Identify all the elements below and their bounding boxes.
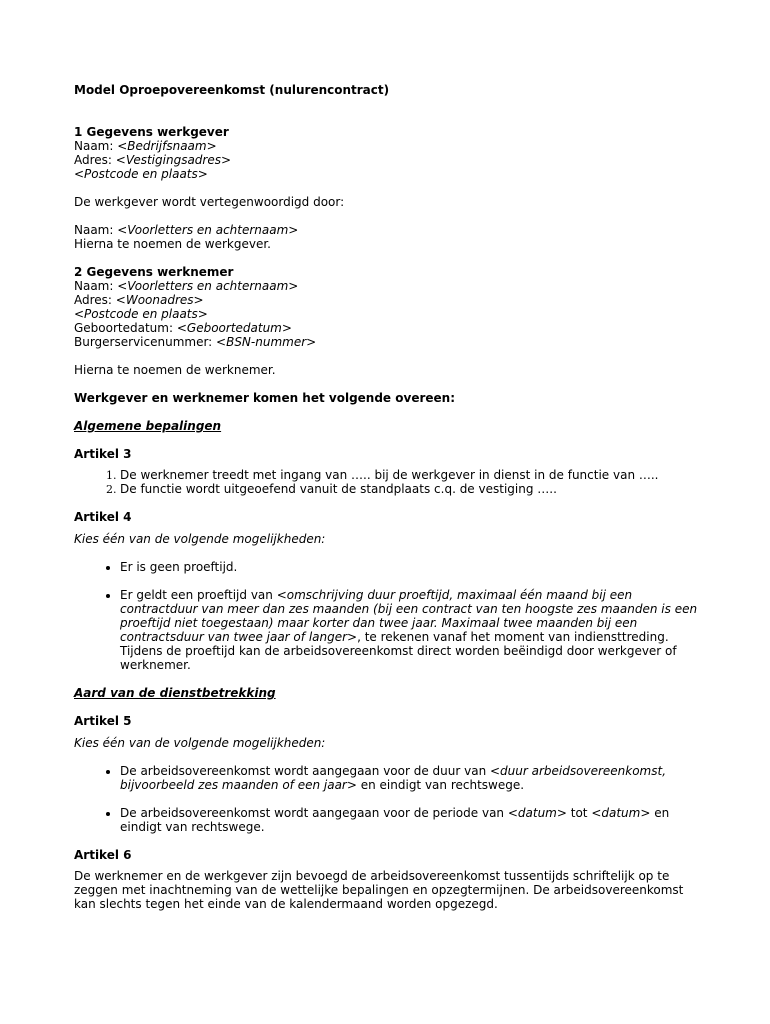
list-item: 2. De functie wordt uitgeoefend vanuit de standplaats c.q. de vestiging ….. [120, 482, 699, 496]
label: Naam: [74, 223, 118, 237]
employer-address-line [74, 153, 699, 167]
placeholder: <omschrijving duur proeftijd, maximaal één maand bij een contractduur van meer dan zes maanden (bij een contract van ten hoogste zes maanden is een proeftijd niet toegestaan) maar korter dan twee jaar. Maximaal twee maanden bij een contractsduur van twee jaar of langer> [120, 588, 698, 644]
representative-name-line [74, 223, 699, 237]
placeholder: <Geboortedatum> [176, 321, 292, 335]
employee-birthdate-line [74, 321, 699, 335]
section-1-heading: 1 Gegevens werkgever [74, 125, 229, 139]
list-item [120, 806, 699, 834]
employer-name-line [74, 139, 699, 153]
document-title: Model Oproepovereenkomst (nulurencontract) [74, 83, 390, 97]
text: De arbeidsovereenkomst wordt aangegaan voor de duur van [120, 764, 490, 778]
employer-postcode-line: <Postcode en plaats> [74, 167, 208, 181]
list-item: • Er is geen proeftijd. [120, 560, 699, 574]
artikel-4-options [74, 560, 699, 672]
placeholder: <Voorletters en achternaam> [117, 279, 299, 293]
agreement-intro: Werkgever en werknemer komen het volgende overeen: [74, 391, 455, 405]
section-algemene-bepalingen: Algemene bepalingen [74, 419, 222, 433]
list-item [120, 588, 699, 672]
placeholder: <datum> [507, 806, 567, 820]
text: Er geldt een proeftijd van [120, 588, 277, 602]
employee-postcode-line: <Postcode en plaats> [74, 307, 208, 321]
placeholder: <BSN-nummer> [216, 335, 317, 349]
list-item: 1. De werknemer treedt met ingang van ….. bij de werkgever in dienst in de functie van ….. [120, 468, 699, 482]
text: De arbeidsovereenkomst wordt aangegaan voor de periode van [120, 806, 508, 820]
section-2-heading: 2 Gegevens werknemer [74, 265, 234, 279]
placeholder: <Voorletters en achternaam> [117, 223, 299, 237]
employer-represented-by: De werkgever wordt vertegenwoordigd door: [74, 195, 345, 209]
employee-address-line [74, 293, 699, 307]
list-item [120, 764, 699, 792]
artikel-4-kies: Kies één van de volgende mogelijkheden: [74, 532, 326, 546]
employee-name-line [74, 279, 699, 293]
label: Adres: [74, 293, 116, 307]
artikel-5-options [74, 764, 699, 834]
artikel-3-list [74, 468, 699, 496]
text: en eindigt van rechtswege. [356, 778, 525, 792]
label: Naam: [74, 279, 118, 293]
label: Adres: [74, 153, 116, 167]
text: en eindigt van rechtswege. [120, 806, 670, 834]
placeholder: <datum> [591, 806, 651, 820]
placeholder: <Woonadres> [115, 293, 204, 307]
placeholder: <duur arbeidsovereenkomst, bijvoorbeeld zes maanden of een jaar> [120, 764, 667, 792]
label: Burgerservicenummer: [74, 335, 217, 349]
text: , te rekenen vanaf het moment van indiensttreding. Tijdens de proeftijd kan de arbeidsovereenkomst direct worden beëindigd door werkgever of werknemer. [120, 630, 677, 672]
artikel-3-heading: Artikel 3 [74, 447, 132, 461]
section-aard-dienstbetrekking: Aard van de dienstbetrekking [74, 686, 276, 700]
employee-hierna: Hierna te noemen de werknemer. [74, 363, 276, 377]
artikel-4-heading: Artikel 4 [74, 510, 132, 524]
artikel-5-heading: Artikel 5 [74, 714, 132, 728]
document-page [74, 83, 699, 911]
employee-bsn-line [74, 335, 699, 349]
placeholder: <Vestigingsadres> [115, 153, 232, 167]
employer-hierna: Hierna te noemen de werkgever. [74, 237, 271, 251]
label: Naam: [74, 139, 118, 153]
text: tot [566, 806, 592, 820]
placeholder: <Bedrijfsnaam> [117, 139, 217, 153]
artikel-6-heading: Artikel 6 [74, 848, 132, 862]
label: Geboortedatum: [74, 321, 177, 335]
artikel-5-kies: Kies één van de volgende mogelijkheden: [74, 736, 326, 750]
artikel-6-text: De werknemer en de werkgever zijn bevoegd de arbeidsovereenkomst tussentijds schriftelijk op te zeggen met inachtneming van de wettelijke bepalingen en opzegtermijnen. De arbeidsovereenkomst kan slechts tegen het einde van de kalendermaand worden opgezegd. [74, 869, 684, 911]
